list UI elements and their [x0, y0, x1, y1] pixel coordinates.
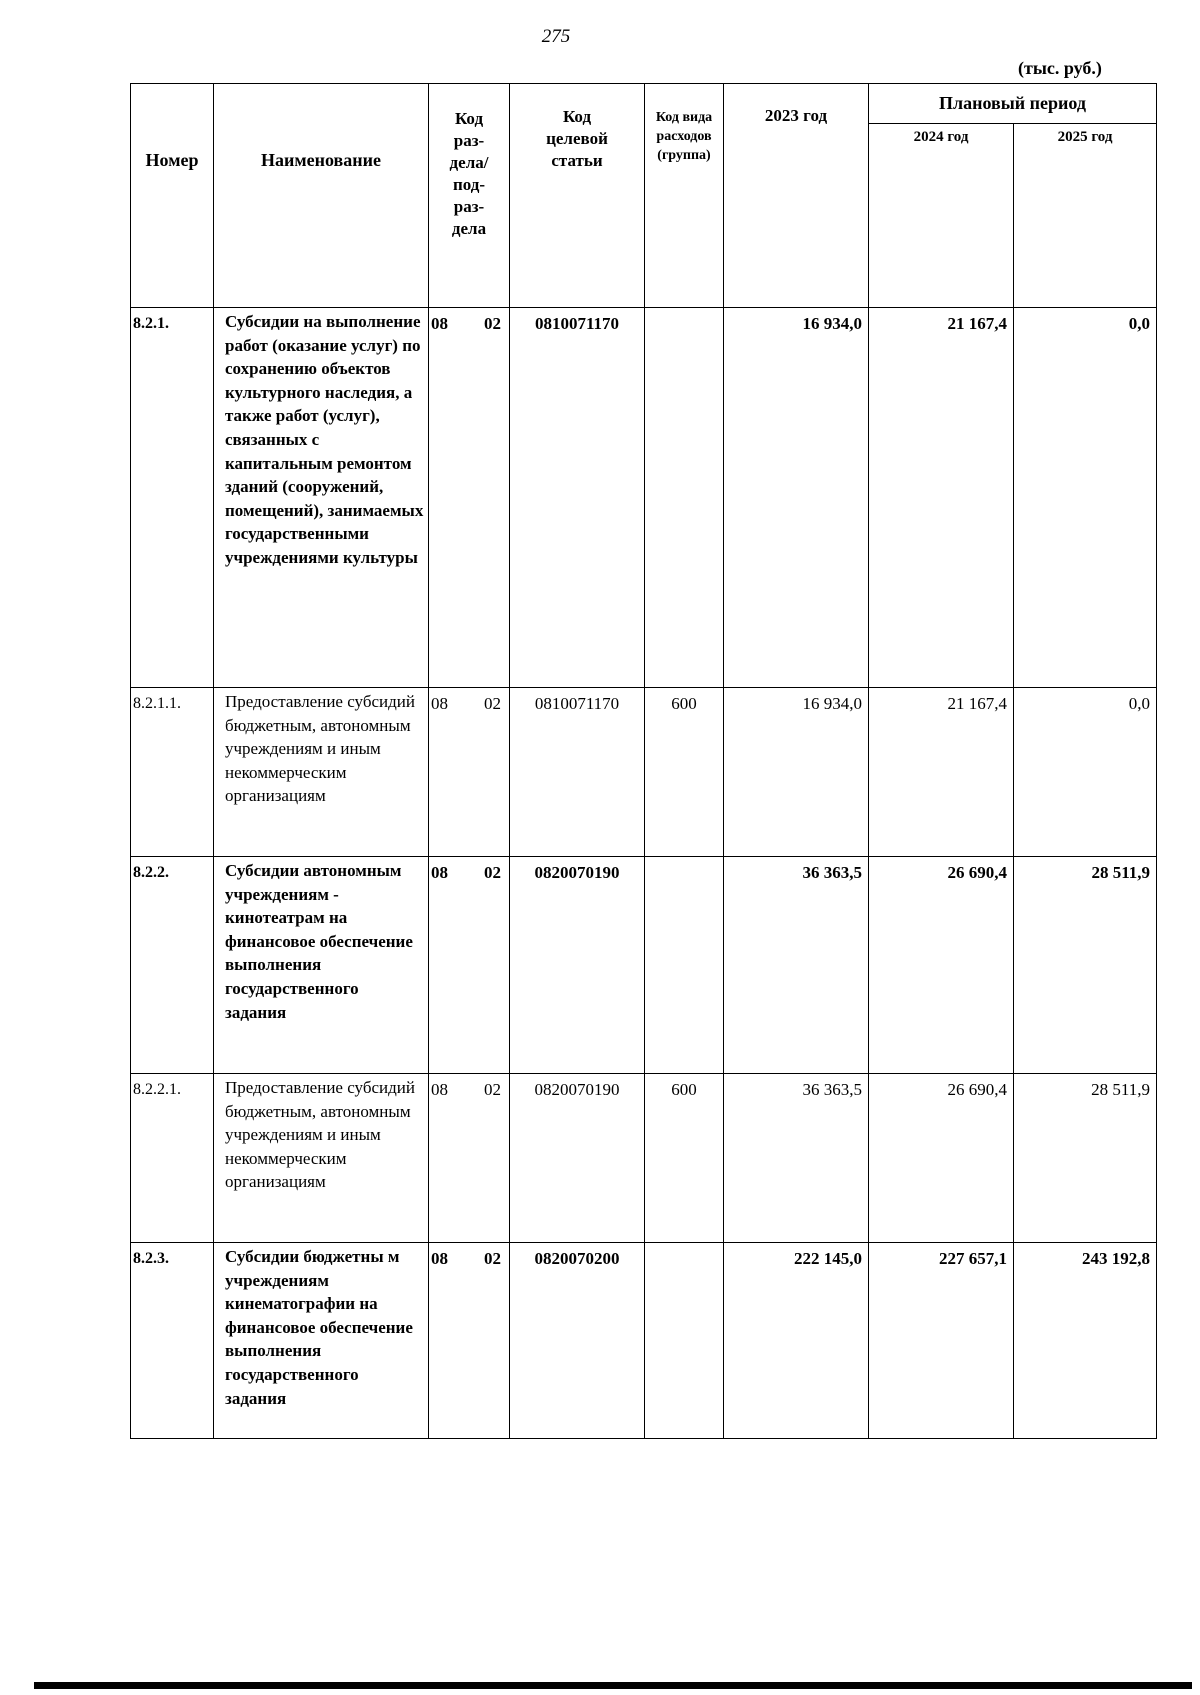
cell-value-2025: 28 511,9	[1014, 857, 1157, 1074]
cell-name: Субсидии на выполнение работ (оказание услуг) по сохранению объектов культурного наследия, а также работ (услуг), связанных с капитальным ремонтом зданий (сооружений, помещений), занимаемых государственными учреждениями культуры	[214, 308, 429, 688]
cell-number: 8.2.1.	[131, 308, 214, 688]
cell-number: 8.2.2.	[131, 857, 214, 1074]
cell-value-2023: 16 934,0	[724, 688, 869, 857]
cell-number: 8.2.3.	[131, 1243, 214, 1439]
cell-value-2023: 222 145,0	[724, 1243, 869, 1439]
cell-value-2023: 36 363,5	[724, 857, 869, 1074]
cell-value-2025: 0,0	[1014, 688, 1157, 857]
cell-subsection: 02	[484, 1249, 501, 1268]
cell-section: 08	[431, 863, 448, 882]
cell-subsection: 02	[484, 694, 501, 713]
table-header	[131, 84, 1157, 308]
cell-section-code	[429, 688, 510, 857]
cell-subsection: 02	[484, 863, 501, 882]
cell-value-2025: 243 192,8	[1014, 1243, 1157, 1439]
budget-table	[130, 83, 1157, 1439]
cell-section-code	[429, 1243, 510, 1439]
header-target-code	[510, 84, 645, 308]
cell-value-2025: 28 511,9	[1014, 1074, 1157, 1243]
cell-name: Предоставление субсидий бюджетным, автономным учреждениям и иным некоммерческим организациям	[214, 1074, 429, 1243]
header-name: Наименование	[214, 84, 429, 308]
cell-kind-code	[645, 308, 724, 688]
cell-section: 08	[431, 314, 448, 333]
cell-number: 8.2.1.1.	[131, 688, 214, 857]
table-row	[131, 688, 1157, 857]
cell-value-2023: 36 363,5	[724, 1074, 869, 1243]
table-row	[131, 308, 1157, 688]
table-row	[131, 1243, 1157, 1439]
cell-value-2024: 21 167,4	[869, 688, 1014, 857]
cell-number: 8.2.2.1.	[131, 1074, 214, 1243]
units-label: (тыс. руб.)	[1018, 58, 1102, 78]
cell-kind-code	[645, 1243, 724, 1439]
cell-value-2024: 26 690,4	[869, 857, 1014, 1074]
header-year-2025: 2025 год	[1014, 124, 1157, 308]
bottom-rule	[34, 1682, 1192, 1689]
cell-kind-code: 600	[645, 1074, 724, 1243]
cell-value-2024: 227 657,1	[869, 1243, 1014, 1439]
header-section-code	[429, 84, 510, 308]
cell-value-2023: 16 934,0	[724, 308, 869, 688]
cell-section-code	[429, 857, 510, 1074]
header-year-2024: 2024 год	[869, 124, 1014, 308]
cell-kind-code	[645, 857, 724, 1074]
header-section-code-text: Код раз- дела/ под- раз- дела	[449, 109, 489, 238]
header-number: Номер	[131, 84, 214, 308]
cell-target-code: 0820070190	[510, 1074, 645, 1243]
header-year-2023: 2023 год	[724, 84, 869, 308]
cell-subsection: 02	[484, 1080, 501, 1099]
cell-kind-code: 600	[645, 688, 724, 857]
cell-subsection: 02	[484, 314, 501, 333]
cell-name: Предоставление субсидий бюджетным, автономным учреждениям и иным некоммерческим организациям	[214, 688, 429, 857]
table-row	[131, 857, 1157, 1074]
header-target-code-text: Код целевой статьи	[546, 107, 608, 170]
cell-value-2025: 0,0	[1014, 308, 1157, 688]
cell-target-code: 0810071170	[510, 308, 645, 688]
header-kind-code-text: Код вида расходов (группа)	[655, 110, 713, 163]
cell-target-code: 0820070190	[510, 857, 645, 1074]
cell-section-code	[429, 1074, 510, 1243]
table-body	[131, 308, 1157, 1439]
cell-section: 08	[431, 694, 448, 713]
page-number: 275	[541, 26, 571, 47]
cell-section: 08	[431, 1249, 448, 1268]
cell-section: 08	[431, 1080, 448, 1099]
cell-value-2024: 26 690,4	[869, 1074, 1014, 1243]
cell-value-2024: 21 167,4	[869, 308, 1014, 688]
cell-name: Субсидии бюджетны м учреждениям кинематографии на финансовое обеспечение выполнения государственного задания	[214, 1243, 429, 1439]
cell-target-code: 0810071170	[510, 688, 645, 857]
header-kind-code	[645, 84, 724, 308]
table-row	[131, 1074, 1157, 1243]
cell-name: Субсидии автономным учреждениям - кинотеатрам на финансовое обеспечение выполнения государственного задания	[214, 857, 429, 1074]
header-plan-period: Плановый период	[869, 84, 1157, 124]
cell-target-code: 0820070200	[510, 1243, 645, 1439]
cell-section-code	[429, 308, 510, 688]
